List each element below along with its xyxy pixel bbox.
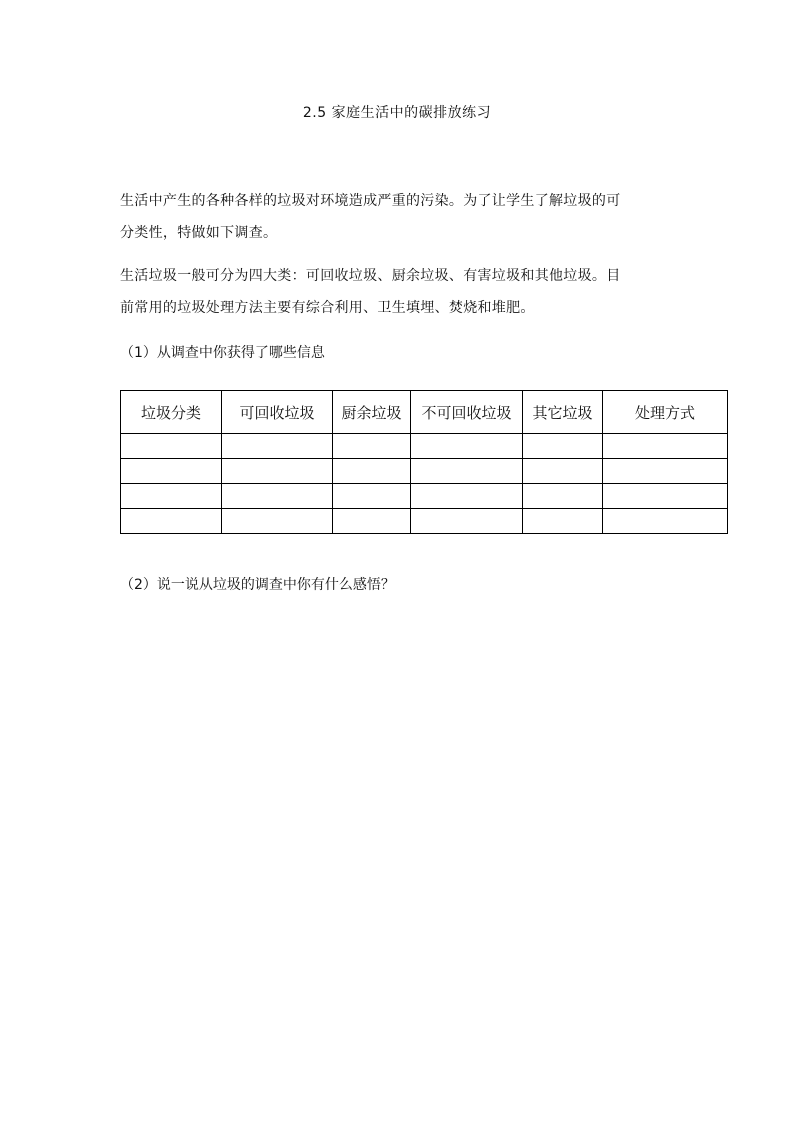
table-cell[interactable]: [523, 509, 603, 534]
table-cell[interactable]: [603, 459, 728, 484]
intro-paragraph: [120, 185, 700, 249]
table-row: [121, 484, 728, 509]
table-cell[interactable]: [603, 484, 728, 509]
table-cell[interactable]: [411, 484, 523, 509]
table-cell[interactable]: [333, 484, 411, 509]
classification-paragraph: [120, 260, 700, 324]
header-non-recyclable-waste: 不可回收垃圾: [411, 391, 523, 434]
header-treatment-method: 处理方式: [603, 391, 728, 434]
table-cell[interactable]: [222, 509, 333, 534]
header-waste-category: 垃圾分类: [121, 391, 222, 434]
table-row: [121, 459, 728, 484]
table-cell[interactable]: [523, 484, 603, 509]
table-cell[interactable]: [222, 434, 333, 459]
table-cell[interactable]: [333, 459, 411, 484]
table-cell[interactable]: [333, 434, 411, 459]
classification-paragraph-line: 前常用的垃圾处理方法主要有综合利用、卫生填埋、焚烧和堆肥。: [120, 300, 535, 316]
table-cell[interactable]: [411, 509, 523, 534]
table-cell[interactable]: [222, 484, 333, 509]
intro-paragraph-line: 分类性，特做如下调查。: [120, 225, 278, 241]
header-recyclable-waste: 可回收垃圾: [222, 391, 333, 434]
table-cell[interactable]: [121, 509, 222, 534]
table-cell[interactable]: [121, 484, 222, 509]
page-title: 2.5 家庭生活中的碳排放练习: [302, 105, 492, 121]
table-cell[interactable]: [603, 509, 728, 534]
table-header-row: [121, 391, 728, 434]
table-cell[interactable]: [222, 459, 333, 484]
question-2: （2）说一说从垃圾的调查中你有什么感悟？: [120, 577, 395, 593]
table-cell[interactable]: [603, 434, 728, 459]
intro-paragraph-line: 生活中产生的各种各样的垃圾对环境造成严重的污染。为了让学生了解垃圾的可: [120, 193, 621, 209]
table-cell[interactable]: [411, 459, 523, 484]
table-row: [121, 434, 728, 459]
table-cell[interactable]: [333, 509, 411, 534]
table-row: [121, 509, 728, 534]
table-cell[interactable]: [121, 459, 222, 484]
header-kitchen-waste: 厨余垃圾: [333, 391, 411, 434]
question-1: （1）从调查中你获得了哪些信息: [120, 345, 325, 361]
table-cell[interactable]: [121, 434, 222, 459]
header-other-waste: 其它垃圾: [523, 391, 603, 434]
classification-paragraph-line: 生活垃圾一般可分为四大类：可回收垃圾、厨余垃圾、有害垃圾和其他垃圾。目: [120, 268, 621, 284]
table-cell[interactable]: [411, 434, 523, 459]
table-cell[interactable]: [523, 434, 603, 459]
table-cell[interactable]: [523, 459, 603, 484]
survey-table: [120, 390, 728, 534]
